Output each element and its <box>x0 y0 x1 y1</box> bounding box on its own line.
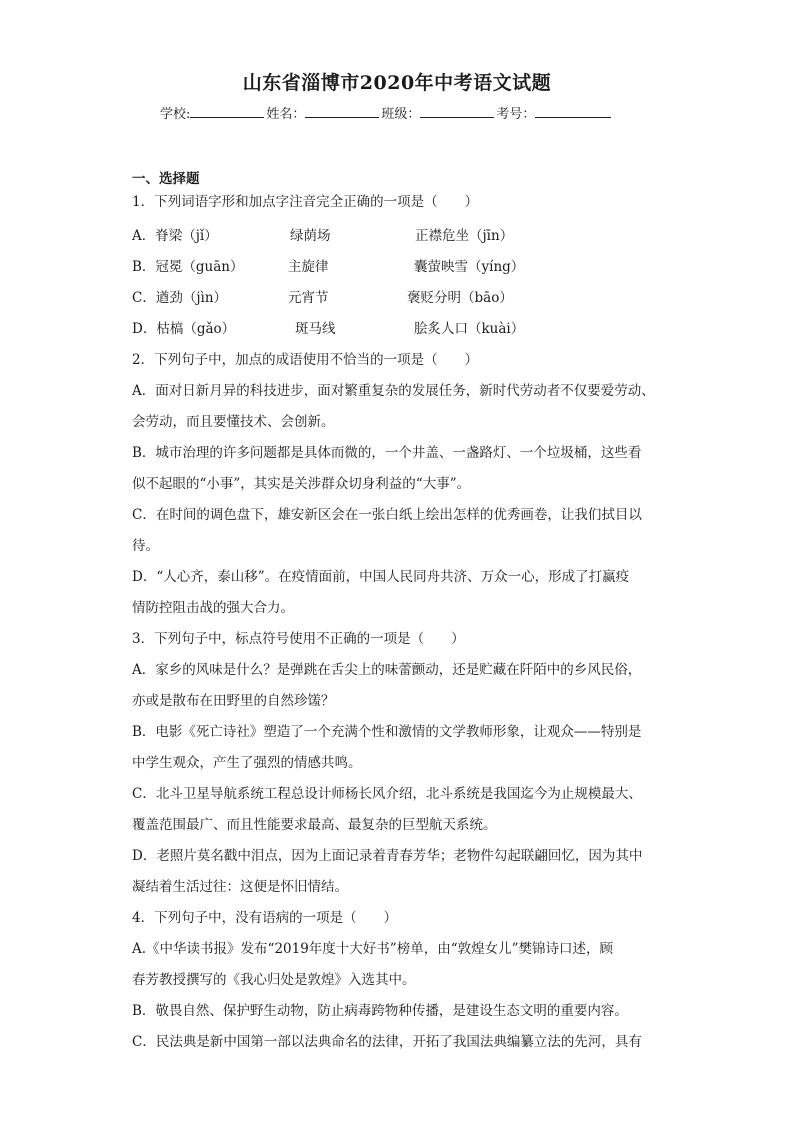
q2-line: 情防控阻击战的强大合力。 <box>132 600 294 616</box>
school-blank[interactable] <box>190 105 264 118</box>
q3-line: 中学生观众，产生了强烈的情感共鸣。 <box>132 755 362 771</box>
q2-line: 待。 <box>132 538 159 554</box>
q3-line: 凝结着生活过往：这便是怀旧情结。 <box>132 879 348 895</box>
option-a-word-2: 绿荫场 <box>290 228 331 244</box>
q4-line: B．敬畏自然、保护野生动物，防止病毒跨物种传播，是建设生态文明的重要内容。 <box>132 1003 628 1019</box>
q3-line: C．北斗卫星导航系统工程总设计师杨长风介绍，北斗系统是我国迄今为止规模最大、 <box>132 786 642 802</box>
q2-line: 似不起眼的“小事”，其实是关涉群众切身利益的“大事”。 <box>132 476 471 492</box>
student-info-line <box>160 103 660 122</box>
q2-line: C．在时间的调色盘下，雄安新区会在一张白纸上绘出怎样的优秀画卷，让我们拭目以 <box>132 507 642 523</box>
name-field <box>266 103 381 122</box>
q3-line: B．电影《死亡诗社》塑造了一个充满个性和激情的文学教师形象，让观众——特别是 <box>132 724 642 740</box>
q3-line: 亦或是散布在田野里的自然珍馐？ <box>132 693 335 709</box>
class-label: 班级： <box>381 107 421 122</box>
exam-number-blank[interactable] <box>535 105 611 118</box>
school-field <box>160 103 266 122</box>
class-field <box>381 103 496 122</box>
q1-stem: 1．下列词语字形和加点字注音完全正确的一项是（ ） <box>132 194 479 210</box>
option-a-word-1: A．脊梁（jǐ） <box>132 228 218 244</box>
option-b-word-1: B．冠冕（guān） <box>132 259 244 275</box>
exam-number-label: 考号： <box>496 107 536 122</box>
option-d-word-1: D．枯槁（gǎo） <box>132 321 236 337</box>
class-blank[interactable] <box>420 105 494 118</box>
q3-stem: 3．下列句子中，标点符号使用不正确的一项是（ ） <box>132 631 465 647</box>
q2-stem: 2．下列句子中，加点的成语使用不恰当的一项是（ ） <box>132 352 479 368</box>
q4-line: 春芳教授撰写的《我心归处是敦煌》入选其中。 <box>132 972 416 988</box>
option-a-word-3: 正襟危坐（jīn） <box>415 228 514 244</box>
q3-line: A．家乡的风味是什么？是弹跳在舌尖上的味蕾颤动，还是贮藏在阡陌中的乡风民俗， <box>132 662 642 678</box>
name-blank[interactable] <box>305 105 379 118</box>
exam-title: 山东省淄博市2020年中考语文试题 <box>242 72 552 94</box>
option-b-word-3: 囊萤映雪（yíng） <box>414 259 525 275</box>
option-c-word-1: C．遒劲（jìn） <box>132 290 228 306</box>
option-b-word-2: 主旋律 <box>288 259 329 275</box>
option-c-word-2: 元宵节 <box>288 290 329 306</box>
section-heading: 一、选择题 <box>132 171 200 187</box>
school-label: 学校: <box>160 107 191 122</box>
q4-stem: 4．下列句子中，没有语病的一项是（ ） <box>132 910 398 926</box>
q2-line: D．“人心齐，泰山移”。在疫情面前，中国人民同舟共济、万众一心，形成了打赢疫 <box>132 569 630 585</box>
q3-line: D．老照片莫名戳中泪点，因为上面记录着青春芳华；老物件勾起联翩回忆，因为其中 <box>132 848 643 864</box>
q2-line: B．城市治理的许多问题都是具体而微的，一个井盖、一盏路灯、一个垃圾桶，这些看 <box>132 445 642 461</box>
option-c-word-3: 褒贬分明（bāo） <box>407 290 513 306</box>
q3-line: 覆盖范围最广、而且性能要求最高、最复杂的巨型航天系统。 <box>132 817 497 833</box>
name-label: 姓名： <box>266 107 306 122</box>
q2-line: 会劳动，而且要懂技术、会创新。 <box>132 414 335 430</box>
q4-line: A.《中华读书报》发布“2019年度十大好书”榜单，由“敦煌女儿”樊锦诗口述，顾 <box>132 941 614 957</box>
option-d-word-3: 脍炙人口（kuài） <box>414 321 525 337</box>
q4-line: C．民法典是新中国第一部以法典命名的法律，开拓了我国法典编纂立法的先河，具有 <box>132 1034 642 1050</box>
exam-number-field <box>496 103 613 122</box>
q2-line: A．面对日新月异的科技进步，面对繁重复杂的发展任务，新时代劳动者不仅要爱劳动、 <box>132 383 655 399</box>
option-d-word-2: 斑马线 <box>295 321 336 337</box>
